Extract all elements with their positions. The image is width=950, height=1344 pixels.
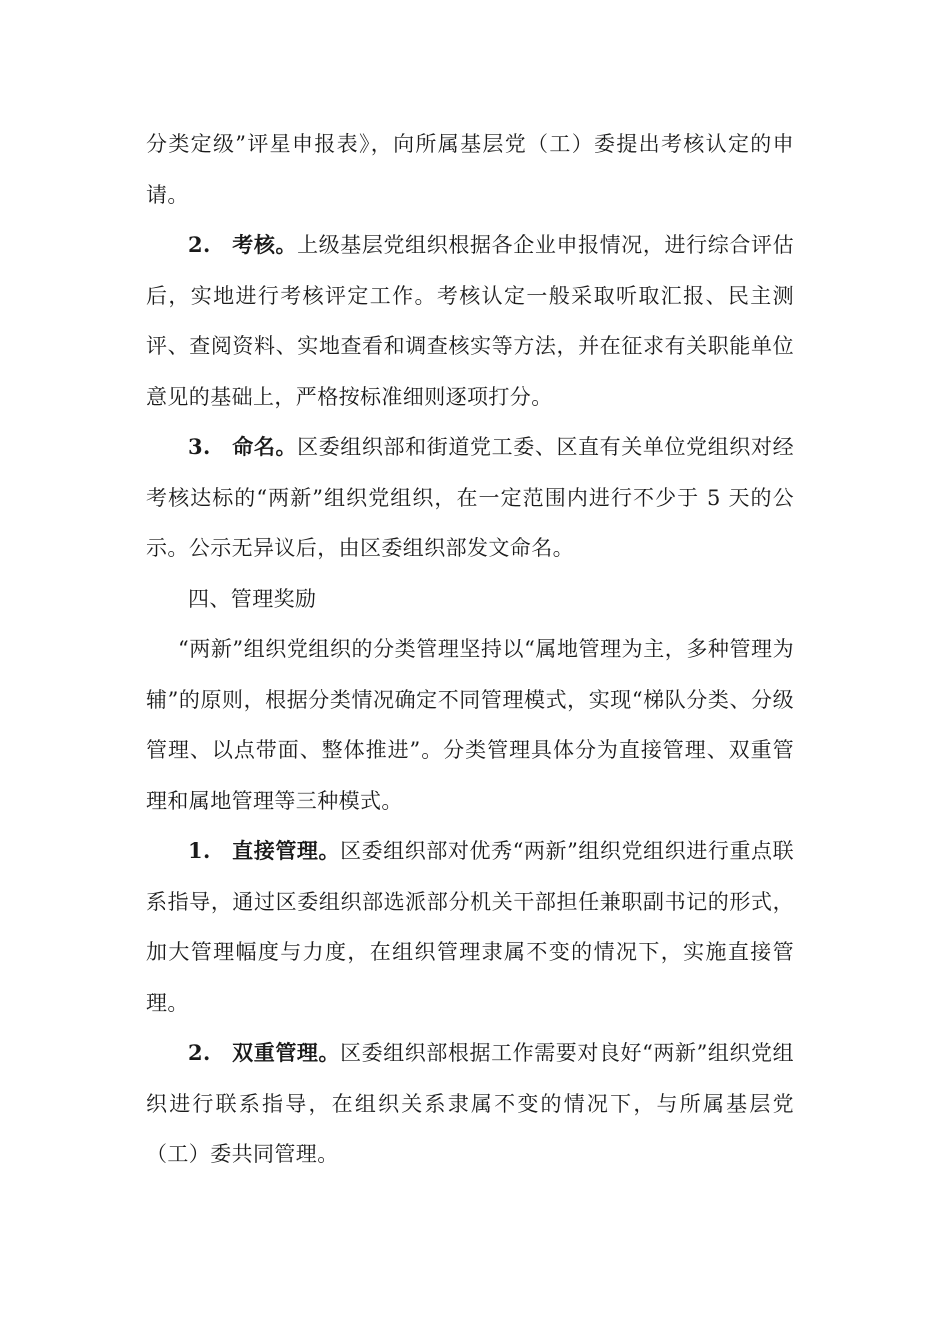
- paragraph-application-continued: 分类定级”评星申报表》，向所属基层党（工）委提出考核认定的申请。: [146, 132, 794, 207]
- paragraph-dual-management: [146, 1028, 794, 1180]
- item-number: 2.: [188, 232, 211, 257]
- item-text-naming: 区委组织部和街道党工委、区直有关单位党组织对经考核达标的“两新”组织党组织，在一定范围内进行不少于 5 天的公示。公示无异议后，由区委组织部发文命名。: [146, 435, 794, 560]
- item-lead-assessment: 考核。: [232, 232, 298, 257]
- item-number: 2.: [188, 1040, 211, 1065]
- item-lead-dual-management: 双重管理。: [232, 1040, 341, 1065]
- item-text-assessment: 上级基层党组织根据各企业申报情况，进行综合评估后，实地进行考核评定工作。考核认定一般采取听取汇报、民主测评、查阅资料、实地查看和调查核实等方法，并在征求有关职能单位意见的基础上，严格按标准细则逐项打分。: [146, 233, 794, 409]
- paragraph-assessment: [146, 220, 794, 422]
- item-text-dual-management: 区委组织部根据工作需要对良好“两新”组织党组织进行联系指导，在组织关系隶属不变的情况下，与所属基层党（工）委共同管理。: [146, 1041, 795, 1166]
- paragraph-direct-management: [146, 826, 794, 1028]
- item-lead-naming: 命名。: [232, 434, 298, 459]
- document-body: [146, 119, 794, 1180]
- item-lead-direct-management: 直接管理。: [232, 838, 341, 863]
- section-heading-management-rewards: 四、管理奖励: [188, 586, 317, 611]
- item-number: 1.: [188, 838, 211, 863]
- paragraph-naming: [146, 422, 794, 574]
- item-number: 3.: [188, 434, 211, 459]
- item-text-direct-management: 区委组织部对优秀“两新”组织党组织进行重点联系指导，通过区委组织部选派部分机关干部担任兼职副书记的形式，加大管理幅度与力度，在组织管理隶属不变的情况下，实施直接管理。: [146, 839, 795, 1015]
- paragraph-management-overview: “两新”组织党组织的分类管理坚持以“属地管理为主，多种管理为辅”的原则，根据分类情况确定不同管理模式，实现“梯队分类、分级管理、以点带面、整体推进”。分类管理具体分为直接管理、双重管理和属地管理等三种模式。: [146, 637, 794, 813]
